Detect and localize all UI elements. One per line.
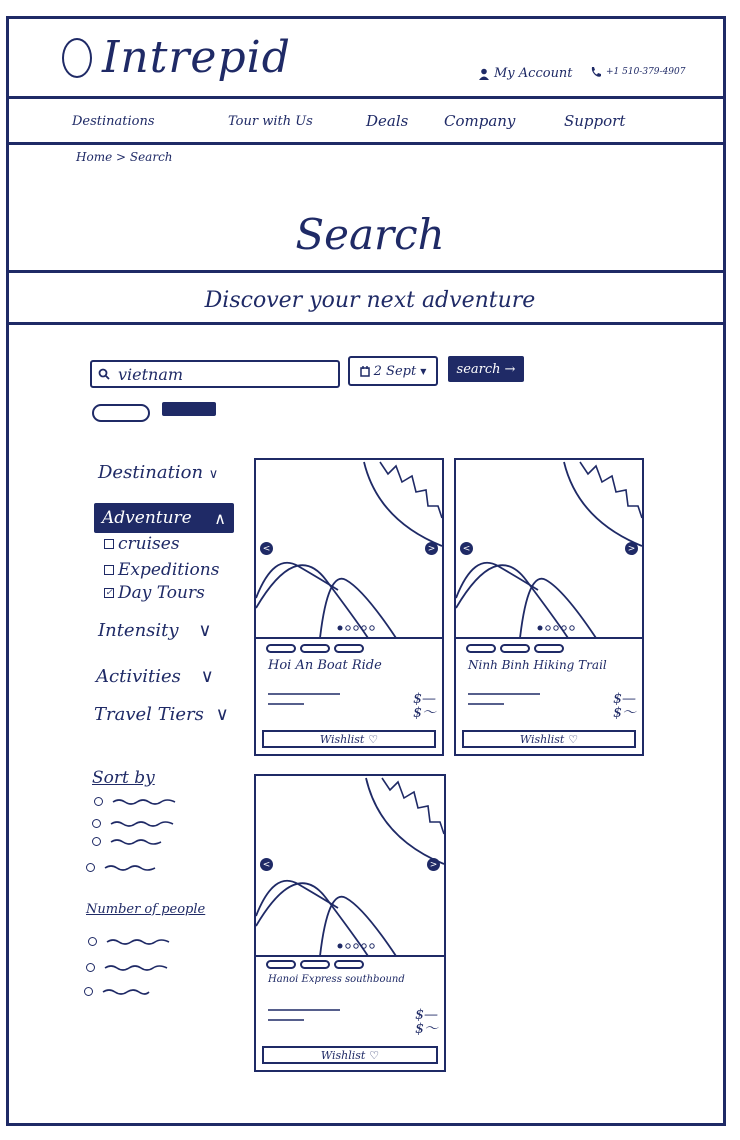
user-icon — [478, 68, 490, 80]
carousel-prev-icon[interactable]: < — [260, 858, 273, 871]
tag-chip[interactable] — [466, 644, 496, 653]
description-lines — [268, 690, 348, 710]
filter-chip-outline[interactable] — [92, 404, 150, 422]
nav-tour-with-us[interactable]: Tour with Us — [228, 114, 313, 129]
people-option[interactable] — [86, 962, 173, 972]
phone-icon — [590, 66, 602, 78]
my-account-link[interactable] — [478, 66, 573, 81]
checkbox-checked[interactable]: ✓ — [105, 587, 113, 598]
tag-list — [266, 960, 364, 969]
price-symbol: $ — [613, 691, 622, 707]
option-cruises-label: cruises — [118, 534, 180, 554]
wishlist-label: Wishlist — [519, 732, 565, 746]
chevron-up-icon: ∧ — [214, 508, 226, 528]
tag-list — [266, 644, 364, 653]
arrow-right-icon: → — [504, 361, 516, 377]
calendar-icon — [360, 366, 370, 377]
tour-title[interactable]: Hoi An Boat Ride — [268, 658, 382, 673]
price-symbol: $ — [415, 1021, 424, 1037]
tag-chip[interactable] — [334, 644, 364, 653]
carousel-prev-icon[interactable]: < — [260, 542, 273, 555]
nav-divider — [6, 142, 726, 145]
option-day-tours[interactable] — [104, 583, 205, 603]
option-day-tours-label: Day Tours — [118, 583, 205, 603]
filter-destination-label: Destination — [98, 462, 204, 483]
filter-intensity-label: Intensity — [98, 620, 179, 641]
carousel-next-icon[interactable]: > — [427, 858, 440, 871]
nav-destinations[interactable]: Destinations — [72, 114, 155, 129]
tag-chip[interactable] — [534, 644, 564, 653]
chevron-down-icon: ∨ — [208, 467, 219, 482]
heart-icon: ♡ — [568, 732, 579, 746]
filter-activities[interactable] — [96, 666, 214, 687]
description-lines — [268, 1006, 348, 1026]
placeholder-text — [103, 962, 173, 972]
filter-intensity[interactable] — [98, 620, 212, 641]
date-value: 2 Sept — [373, 363, 417, 379]
wishlist-button[interactable] — [262, 1046, 438, 1064]
search-button[interactable] — [448, 356, 524, 382]
option-expeditions[interactable] — [104, 560, 219, 580]
radio-button[interactable] — [92, 837, 101, 846]
placeholder-text — [111, 796, 181, 806]
hero-divider — [6, 270, 726, 273]
tour-card[interactable] — [454, 458, 644, 756]
filter-travel-tiers[interactable] — [94, 704, 229, 725]
chevron-down-icon: ∨ — [198, 620, 212, 641]
sort-by-title: Sort by — [92, 768, 155, 788]
page-title: Search — [295, 210, 445, 259]
radio-button[interactable] — [94, 797, 103, 806]
heart-icon: ♡ — [369, 1048, 380, 1062]
price-symbol: $ — [413, 705, 422, 721]
sort-option[interactable] — [92, 836, 165, 846]
people-option[interactable] — [84, 986, 151, 996]
header-divider — [6, 96, 726, 99]
tour-title[interactable]: Ninh Binh Hiking Trail — [468, 658, 607, 672]
nav-support[interactable]: Support — [564, 112, 626, 130]
search-input[interactable] — [116, 364, 320, 385]
logo-circle-icon — [62, 38, 92, 78]
carousel-prev-icon[interactable]: < — [460, 542, 473, 555]
filter-travel-tiers-label: Travel Tiers — [94, 704, 204, 725]
radio-button[interactable] — [86, 863, 95, 872]
tag-list — [466, 644, 564, 653]
nav-deals[interactable]: Deals — [366, 112, 409, 130]
breadcrumb[interactable]: Home > Search — [76, 150, 173, 164]
tagline-divider — [6, 322, 726, 325]
my-account-label: My Account — [494, 66, 573, 81]
filter-destination[interactable] — [98, 462, 218, 483]
radio-button[interactable] — [92, 819, 101, 828]
wishlist-button[interactable] — [462, 730, 636, 748]
sort-option[interactable] — [92, 818, 179, 828]
wishlist-label: Wishlist — [320, 1048, 366, 1062]
option-cruises[interactable] — [104, 534, 180, 554]
option-expeditions-label: Expeditions — [118, 560, 220, 580]
tour-image — [256, 460, 442, 640]
tag-chip[interactable] — [500, 644, 530, 653]
chevron-down-icon: ∨ — [215, 704, 229, 725]
tag-chip[interactable] — [266, 644, 296, 653]
sort-option[interactable] — [94, 796, 181, 806]
placeholder-text — [101, 986, 151, 996]
tour-card[interactable] — [254, 458, 444, 756]
wishlist-button[interactable] — [262, 730, 436, 748]
radio-button[interactable] — [84, 987, 93, 996]
carousel-next-icon[interactable]: > — [425, 542, 438, 555]
tag-chip[interactable] — [300, 644, 330, 653]
placeholder-text — [105, 936, 175, 946]
wishlist-label: Wishlist — [319, 732, 365, 746]
filter-activities-label: Activities — [96, 666, 181, 687]
filter-adventure-label: Adventure — [102, 508, 192, 528]
placeholder-text — [103, 862, 159, 872]
price-symbol: $ — [613, 705, 622, 721]
placeholder-text — [109, 818, 179, 828]
logo-text: Intrepid — [102, 32, 291, 83]
people-option[interactable] — [88, 936, 175, 946]
sort-option[interactable] — [86, 862, 159, 872]
tagline: Discover your next adventure — [204, 288, 536, 313]
logo[interactable] — [62, 32, 291, 83]
price-symbol: $ — [415, 1007, 424, 1023]
tour-image — [456, 460, 642, 640]
heart-icon: ♡ — [368, 732, 379, 746]
tour-card[interactable] — [254, 774, 446, 1072]
tour-image — [256, 776, 444, 958]
price: $— $〜 — [415, 1007, 438, 1037]
search-field[interactable] — [90, 360, 340, 388]
tag-chip[interactable] — [334, 960, 364, 969]
chevron-down-icon: ▼ — [420, 366, 427, 376]
tag-chip[interactable] — [266, 960, 296, 969]
radio-button[interactable] — [86, 963, 95, 972]
tag-chip[interactable] — [300, 960, 330, 969]
phone-number: +1 510-379-4907 — [606, 67, 686, 77]
date-picker[interactable] — [348, 356, 438, 386]
filter-chip-selected[interactable] — [162, 402, 216, 416]
number-of-people-title: Number of people — [86, 902, 206, 917]
phone-link[interactable] — [590, 66, 685, 78]
chevron-down-icon: ∨ — [200, 666, 214, 687]
placeholder-text — [109, 836, 165, 846]
carousel-next-icon[interactable]: > — [625, 542, 638, 555]
nav-company[interactable]: Company — [444, 112, 516, 130]
price-symbol: $ — [413, 691, 422, 707]
price: $— $〜 — [613, 691, 636, 721]
search-icon — [98, 368, 110, 380]
description-lines — [468, 690, 548, 710]
filter-adventure[interactable] — [94, 503, 234, 533]
tour-title[interactable]: Hanoi Express southbound — [268, 974, 405, 985]
radio-button[interactable] — [88, 937, 97, 946]
price: $— $〜 — [413, 691, 436, 721]
checkbox[interactable] — [104, 565, 114, 575]
checkbox[interactable] — [104, 539, 114, 549]
search-button-label: search — [456, 361, 501, 377]
